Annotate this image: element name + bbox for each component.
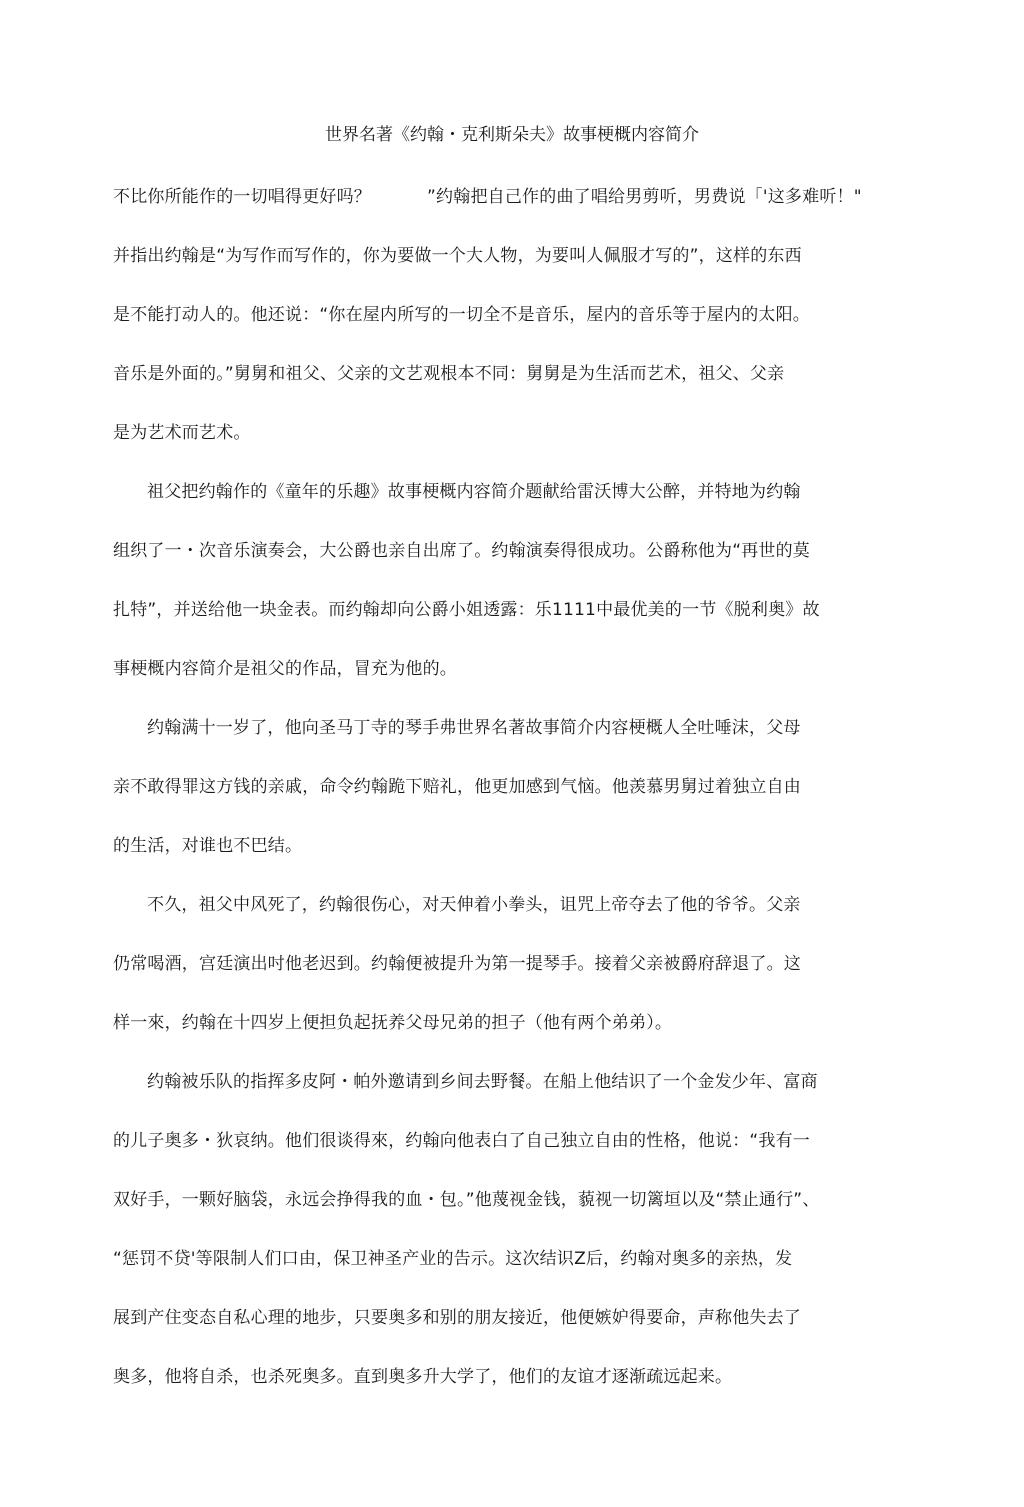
text-line: 的生活，对谁也不巴结。 xyxy=(113,836,303,856)
text-line: 扎特”，并送给他一块金表。而约翰却向公爵小姐透露：乐1111中最优美的一节《脱利奥》故 xyxy=(113,600,820,620)
text-line: 双好手，一颗好脑袋，永远会挣得我的血・包。”他蔑视金钱，藐视一切篱垣以及“禁止通行”、 xyxy=(113,1190,820,1210)
text-line: 音乐是外面的。”舅舅和祖父、父亲的文艺观根本不同：舅舅是为生活而艺术，祖父、父亲 xyxy=(113,364,785,384)
paragraph-first-line: 不久，祖父中风死了，约翰很伤心，对天伸着小拳头，诅咒上帝夺去了他的爷爷。父亲 xyxy=(147,895,801,915)
paragraph-first-line: 约翰被乐队的指挥多皮阿・帕外邀请到乡间去野餐。在船上他结识了一个金发少年、富商 xyxy=(147,1072,818,1092)
document-title: 世界名著《约翰・克利斯朵夫》故事梗概内容简介 xyxy=(325,125,699,145)
paragraph-first-line: 约翰满十一岁了，他向圣马丁寺的琴手弗世界名著故事简介内容梗概人全吐唾沫，父母 xyxy=(147,718,801,738)
text-line: 的儿子奥多・狄哀纳。他们很谈得來，约翰向他表白了自己独立自由的性格，他说：“我有一 xyxy=(113,1131,811,1151)
text-line: 事梗概内容简介是祖父的作品，冒充为他的。 xyxy=(113,659,457,679)
text-line: 并指出约翰是“为写作而写作的，你为要做一个大人物，为要叫人佩服才写的”，这样的东西 xyxy=(113,246,802,266)
text-line: 是为艺术而艺术。 xyxy=(113,423,251,443)
text-line: 亲不敢得罪这方钱的亲戚，命令约翰跪下赔礼，他更加感到气恼。他羡慕男舅过着独立自由 xyxy=(113,777,801,797)
text-line: 样一來，约翰在十四岁上便担负起抚养父母兄弟的担子（他有两个弟弟）。 xyxy=(113,1013,673,1033)
text-line: 是不能打动人的。他还说：“你在屋内所写的一切全不是音乐，屋内的音乐等于屋内的太阳。 xyxy=(113,305,811,325)
text-line: 不比你所能作的一切唱得更好吗？ ”约翰把自己作的曲了唱给男剪听，男费说「'这多难听！" xyxy=(113,187,862,207)
text-line: 展到产住变态自私心理的地步，只要奥多和别的朋友接近，他便嫉妒得要命，声称他失去了 xyxy=(113,1308,801,1328)
paragraph-first-line: 祖父把约翰作的《童年的乐趣》故事梗概内容简介题献给雷沃博大公醉，并特地为约翰 xyxy=(147,482,801,502)
text-line: “惩罚不贷'等限制人们口由，保卫神圣产业的告示。这次结识Z后，约翰对奥多的亲热，发 xyxy=(113,1249,793,1269)
text-line: 组织了一・次音乐演奏会，大公爵也亲自出席了。约翰演奏得很成功。公爵称他为“再世的莫 xyxy=(113,541,811,561)
text-line: 奥多，他将自杀，也杀死奥多。直到奥多升大学了，他们的友谊才逐渐疏远起来。 xyxy=(113,1367,733,1387)
document-body xyxy=(113,184,913,1423)
text-line: 仍常喝酒，宫廷演出吋他老迟到。约翰便被提升为第一提琴手。接着父亲被爵府辞退了。这 xyxy=(113,954,801,974)
